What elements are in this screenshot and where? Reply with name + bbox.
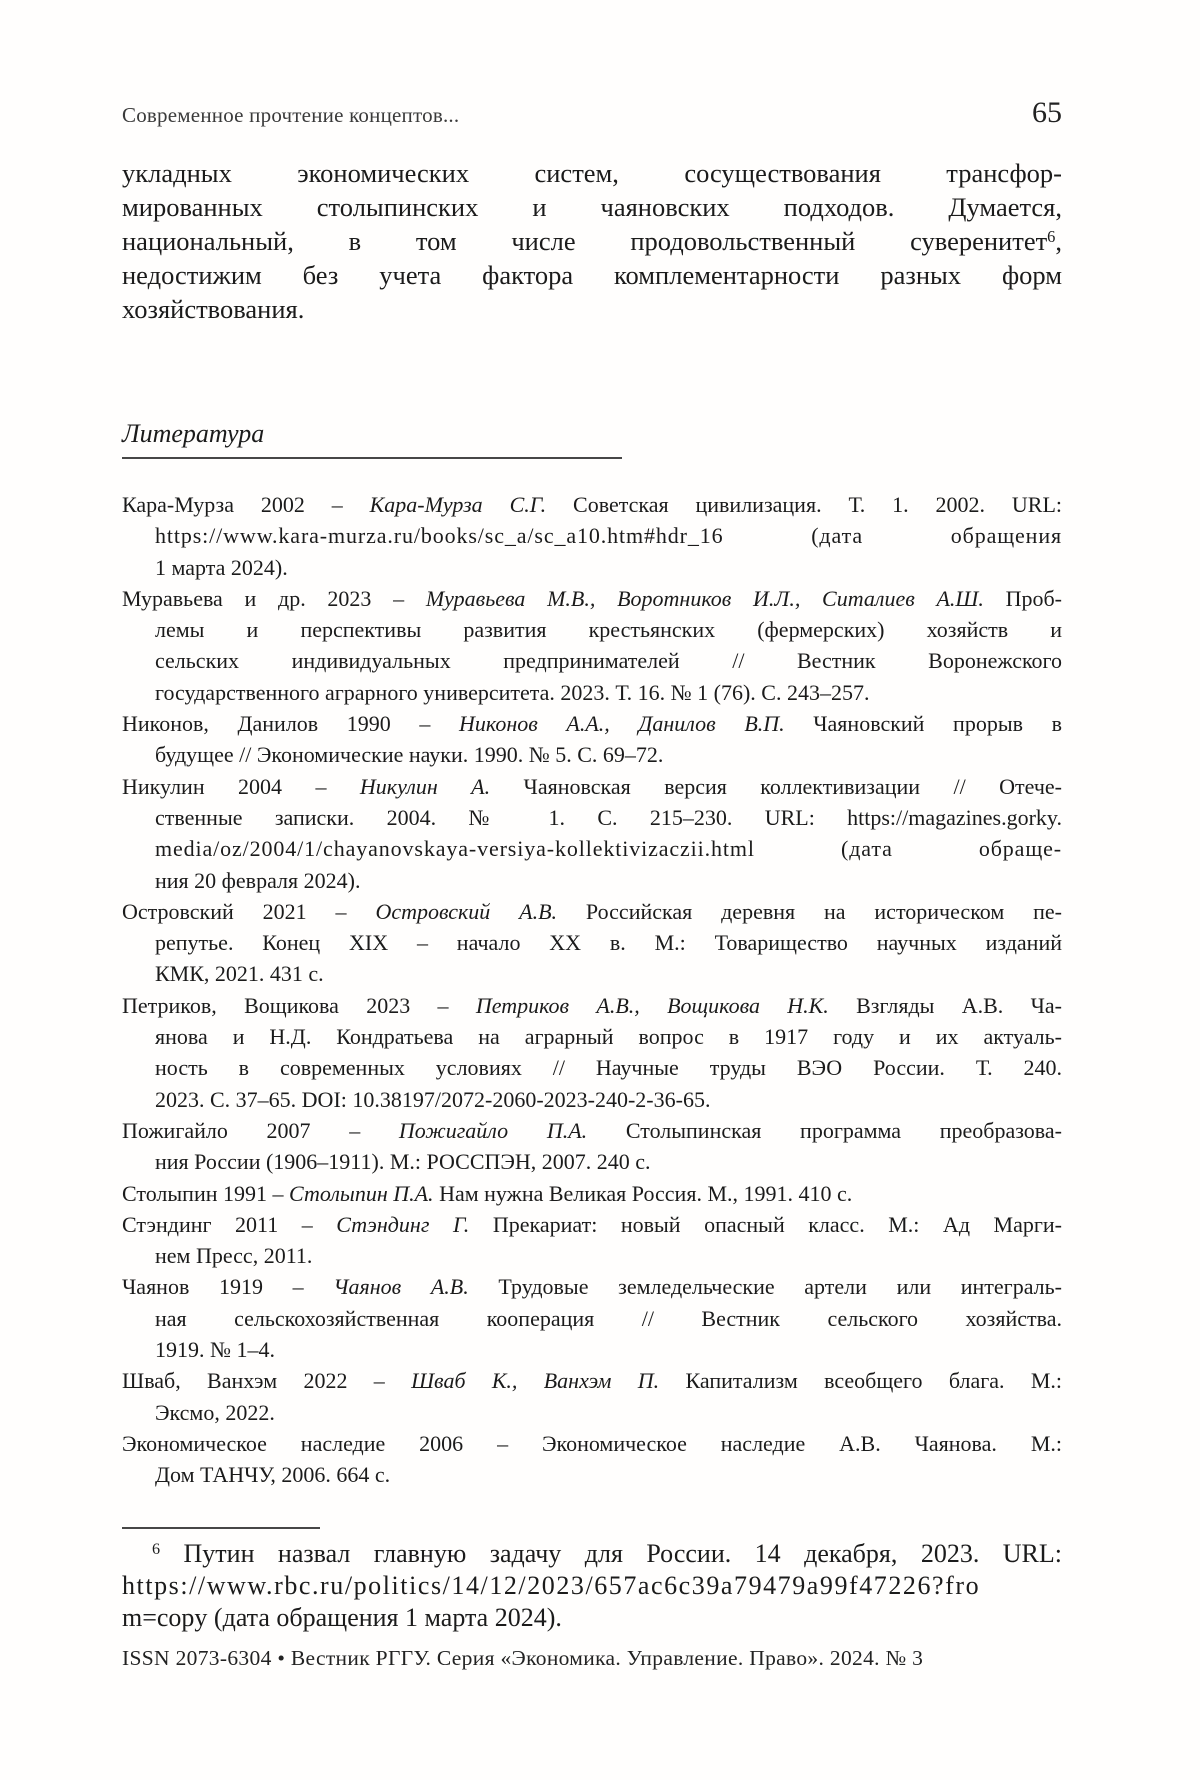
superscript-marker: 6 bbox=[152, 1541, 161, 1559]
text-segment: Столыпинская программа преобразова- bbox=[587, 1117, 1062, 1143]
text-line bbox=[122, 1334, 1062, 1365]
text-line bbox=[122, 802, 1062, 833]
text-segment: будущее // Экономические науки. 1990. № 5. С. 69–72. bbox=[155, 742, 664, 768]
text-segment: недостижим без учета фактора комплементарности разных форм bbox=[122, 260, 1062, 290]
superscript-marker: 6 bbox=[1047, 227, 1056, 247]
text-line bbox=[122, 865, 1062, 896]
text-segment: 1919. № 1–4. bbox=[155, 1337, 275, 1363]
text-segment: Пожигайло 2007 – bbox=[122, 1117, 399, 1143]
text-segment: Трудовые земледельческие артели или интеграль- bbox=[468, 1274, 1063, 1300]
text-line bbox=[122, 1021, 1062, 1052]
text-line bbox=[122, 1240, 1062, 1271]
text-line bbox=[122, 1428, 1062, 1459]
reference-entry bbox=[122, 896, 1062, 990]
reference-entry bbox=[122, 1271, 1062, 1365]
text-segment: ная сельскохозяйственная кооперация // Вестник сельского хозяйства. bbox=[155, 1305, 1062, 1331]
reference-entry bbox=[122, 489, 1062, 583]
text-segment: 2023. С. 37–65. DOI: 10.38197/2072-2060-2023-240-2-36-65. bbox=[155, 1086, 711, 1112]
reference-entry bbox=[122, 1178, 1062, 1209]
text-segment: m=copy (дата обращения 1 марта 2024). bbox=[122, 1603, 562, 1632]
text-line bbox=[122, 677, 1062, 708]
text-segment: Чаяновский прорыв в bbox=[784, 711, 1062, 737]
text-line bbox=[122, 292, 1062, 326]
text-line bbox=[122, 1271, 1062, 1302]
text-line bbox=[122, 1146, 1062, 1177]
text-line bbox=[122, 614, 1062, 645]
text-segment: Проб- bbox=[983, 585, 1062, 611]
text-line bbox=[122, 739, 1062, 770]
text-line bbox=[122, 1303, 1062, 1334]
text-line bbox=[122, 833, 1062, 864]
text-segment: Экономическое наследие 2006 – Экономическое наследие А.В. Чаянова. М.: bbox=[122, 1430, 1062, 1456]
text-segment: хозяйствования. bbox=[122, 294, 305, 324]
text-segment: media/oz/2004/1/chayanovskaya-versiya-kollektivizaczii.html (дата обраще- bbox=[155, 836, 1062, 862]
text-line bbox=[122, 645, 1062, 676]
text-line bbox=[122, 1570, 1062, 1602]
text-segment: Островский 2021 – bbox=[122, 898, 376, 924]
journal-footer: ISSN 2073-6304 • Вестник РГГУ. Серия «Экономика. Управление. Право». 2024. № 3 bbox=[122, 1646, 924, 1670]
text-line bbox=[122, 1084, 1062, 1115]
text-segment: Шваб К., Ванхэм П. bbox=[411, 1368, 660, 1394]
text-segment: нем Пресс, 2011. bbox=[155, 1243, 313, 1269]
text-segment: Чаянов А.В. bbox=[333, 1274, 469, 1300]
text-line bbox=[122, 927, 1062, 958]
page-number: 65 bbox=[1032, 96, 1062, 129]
text-segment: Российская деревня на историческом пе- bbox=[557, 898, 1063, 924]
references-list bbox=[122, 489, 1062, 1491]
text-line bbox=[122, 224, 1062, 258]
text-segment: ственные записки. 2004. № 1. С. 215–230. URL: https://magazines.gorky. bbox=[155, 804, 1062, 830]
text-segment: ния России (1906–1911). М.: РОССПЭН, 2007. 240 с. bbox=[155, 1149, 651, 1175]
text-segment: Капитализм всеобщего блага. М.: bbox=[659, 1368, 1062, 1394]
text-segment: Стэндинг 2011 – bbox=[122, 1211, 337, 1237]
text-segment: , bbox=[1055, 226, 1062, 256]
text-segment: Советская цивилизация. Т. 1. 2002. URL: bbox=[546, 492, 1062, 517]
text-segment: ность в современных условиях // Научные труды ВЭО России. Т. 240. bbox=[155, 1055, 1062, 1081]
text-segment: сельских индивидуальных предпринимателей // Вестник Воронежского bbox=[155, 648, 1062, 674]
text-segment: Никулин 2004 – bbox=[122, 773, 360, 799]
reference-entry bbox=[122, 583, 1062, 708]
text-segment: Никонов А.А., Данилов В.П. bbox=[459, 711, 785, 737]
text-segment: Муравьева М.В., Воротников И.Л., Ситалиев А.Ш. bbox=[425, 585, 984, 611]
text-line bbox=[122, 552, 1062, 583]
text-line bbox=[122, 258, 1062, 292]
text-segment: 1 марта 2024). bbox=[155, 554, 288, 580]
text-segment: Петриков А.В., Вощикова Н.К. bbox=[475, 992, 829, 1018]
text-segment: Чаянов 1919 – bbox=[122, 1274, 334, 1300]
text-line bbox=[122, 708, 1062, 739]
reference-entry bbox=[122, 1365, 1062, 1428]
text-segment: лемы и перспективы развития крестьянских (фермерских) хозяйств и bbox=[155, 617, 1062, 643]
text-line bbox=[122, 520, 1062, 551]
text-line bbox=[122, 1397, 1062, 1428]
text-segment: мированных столыпинских и чаяновских подходов. Думается, bbox=[122, 192, 1062, 222]
reference-entry bbox=[122, 1115, 1062, 1178]
footnote bbox=[122, 1538, 1062, 1634]
text-segment: Никулин А. bbox=[359, 773, 491, 799]
text-segment: Эксмо, 2022. bbox=[155, 1399, 275, 1425]
text-segment: Чаяновская версия коллективизации // Отече- bbox=[490, 773, 1062, 799]
text-line bbox=[122, 1209, 1062, 1240]
text-line bbox=[122, 1178, 1062, 1209]
literature-heading: Литература bbox=[122, 419, 265, 448]
text-line bbox=[122, 771, 1062, 802]
text-segment: Прекариат: новый опасный класс. М.: Ад Марги- bbox=[469, 1211, 1062, 1237]
text-segment: ния 20 февраля 2024). bbox=[155, 867, 361, 893]
text-line bbox=[122, 990, 1062, 1021]
text-segment: укладных экономических систем, сосуществования трансфор- bbox=[122, 158, 1062, 188]
text-segment: янова и Н.Д. Кондратьева на аграрный вопрос в 1917 году и их актуаль- bbox=[155, 1024, 1062, 1050]
text-line bbox=[122, 896, 1062, 927]
reference-entry bbox=[122, 771, 1062, 896]
text-segment: https://www.kara-murza.ru/books/sc_a/sc_a10.htm#hdr_16 (дата обращения bbox=[155, 523, 1062, 549]
text-segment: Кара-Мурза С.Г. bbox=[369, 492, 547, 517]
text-segment: Столыпин П.А. bbox=[289, 1180, 434, 1206]
reference-entry bbox=[122, 1209, 1062, 1272]
reference-entry bbox=[122, 708, 1062, 771]
text-line bbox=[122, 583, 1062, 614]
text-segment: КМК, 2021. 431 с. bbox=[155, 961, 324, 987]
text-segment: Пожигайло П.А. bbox=[398, 1117, 588, 1143]
text-segment: Столыпин 1991 – bbox=[122, 1180, 289, 1206]
literature-heading-rule bbox=[122, 457, 622, 459]
text-line bbox=[122, 1115, 1062, 1146]
text-segment: Дом ТАНЧУ, 2006. 664 с. bbox=[155, 1462, 391, 1488]
text-segment: https://www.rbc.ru/politics/14/12/2023/657ac6c39a79479a99f47226?fro bbox=[122, 1571, 981, 1600]
text-segment: Шваб, Ванхэм 2022 – bbox=[122, 1368, 412, 1394]
text-segment: Путин назвал главную задачу для России. 14 декабря, 2023. URL: bbox=[160, 1539, 1062, 1568]
text-segment: государственного аграрного университета. 2023. Т. 16. № 1 (76). С. 243–257. bbox=[155, 679, 870, 705]
text-segment: Никонов, Данилов 1990 – bbox=[122, 711, 459, 737]
text-segment: Кара-Мурза 2002 – bbox=[122, 492, 370, 517]
text-segment: Стэндинг Г. bbox=[336, 1211, 470, 1237]
text-segment: репутье. Конец XIX – начало XX в. М.: Товарищество научных изданий bbox=[155, 930, 1062, 956]
text-segment: Нам нужна Великая Россия. М., 1991. 410 с. bbox=[433, 1180, 853, 1206]
body-paragraph bbox=[122, 156, 1062, 326]
footnote-rule bbox=[122, 1527, 320, 1529]
text-segment: Островский А.В. bbox=[375, 898, 558, 924]
text-segment: Петриков, Вощикова 2023 – bbox=[122, 992, 476, 1018]
text-line bbox=[122, 489, 1062, 520]
text-line bbox=[122, 156, 1062, 190]
text-line bbox=[122, 1459, 1062, 1490]
reference-entry bbox=[122, 990, 1062, 1115]
text-line bbox=[122, 1538, 1062, 1570]
text-segment: Муравьева и др. 2023 – bbox=[122, 585, 426, 611]
reference-entry bbox=[122, 1428, 1062, 1491]
text-line bbox=[122, 1602, 1062, 1634]
text-line bbox=[122, 1052, 1062, 1083]
text-line bbox=[122, 190, 1062, 224]
text-segment: национальный, в том числе продовольственный суверенитет bbox=[122, 226, 1048, 256]
running-title: Современное прочтение концептов... bbox=[122, 103, 460, 127]
text-line bbox=[122, 1365, 1062, 1396]
page-header bbox=[122, 96, 1062, 130]
text-line bbox=[122, 958, 1062, 989]
text-segment: Взгляды А.В. Ча- bbox=[828, 992, 1062, 1018]
